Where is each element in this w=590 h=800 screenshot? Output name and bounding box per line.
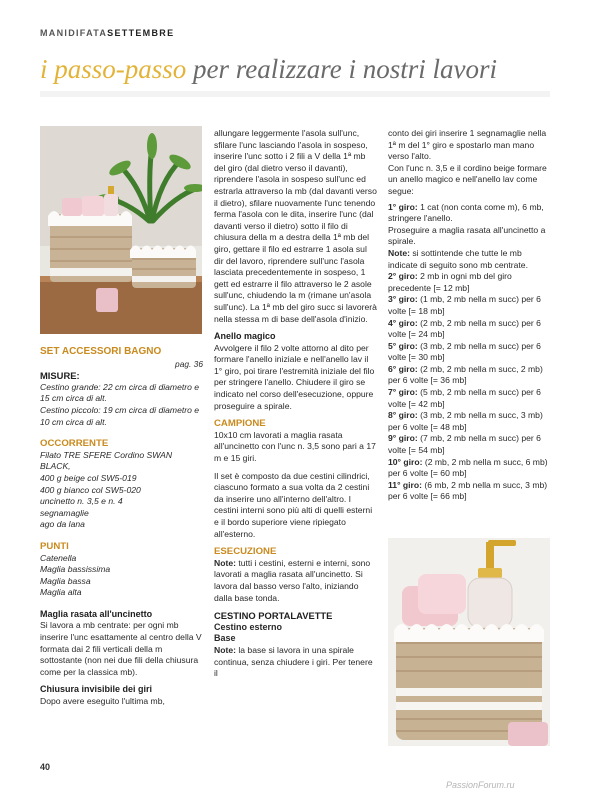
chiusura-continued-text: allungare leggermente l'asola sull'unc, sfilare l'unc lasciando l'asola in sospeso, inserire l'unc sotto i 2 fili a V della 1ª mb del giro (dal dietro verso il davanti), riprendere l'asola in sospeso sull'unc ed estrarla attraverso la mb (dal davanti verso il dietro), sfilare nuovamente l'unc tenendo ferma l'asola con le dita, inserire l'unc (dal davanti verso il dietro) sotto il filo di chiusura della m a destra della 1ª mb del giro, gettare il filo ed estrarre 1 asola sul dir del lavoro, riprendere sull'unc l'asola lasciata precedentemente in sospeso, 1 gett ed estrarre il filo attraverso le 2 asole sull'unc, chiudendo la m (rimane un'asola sull'unc). La 1ª mb del giro succ si lavorerà nella stessa m di base dell'asola d'inizio.: [214, 128, 377, 324]
giro-text: si sottintende che tutte le mb indicate di seguito sono mb centrate.: [388, 247, 528, 270]
giro-row: [388, 457, 550, 480]
giro-label: 5° giro:: [388, 340, 418, 351]
note-text: la base si lavora in una spirale continua, senza chiudere i giri. Per tenere il: [214, 644, 373, 679]
occorrente-line: Filato TRE SFERE Cordino SWAN BLACK,: [40, 449, 173, 472]
giro-row: [388, 341, 550, 364]
base-heading: Base: [214, 633, 236, 644]
rasata-heading: Maglia rasata all'uncinetto: [40, 608, 153, 619]
set-title: SET ACCESSORI BAGNO: [40, 346, 162, 357]
giro-row: [388, 202, 550, 225]
page-title-accent: i passo-passo: [40, 54, 187, 84]
misure-line: 10 cm circa di alt.: [40, 416, 107, 427]
punti-list: [40, 553, 203, 599]
giro-text: (3 mb, 2 mb nella m succ) per 6 volte [= 30 mb]: [388, 340, 541, 363]
baskets-photo-bottom: [388, 538, 550, 746]
giro-text: 2 mb in ogni mb del giro precedente [= 12 mb]: [388, 271, 512, 293]
giro-label: 6° giro:: [388, 363, 418, 374]
portalavette-heading: CESTINO PORTALAVETTE: [214, 610, 333, 622]
giro-label: 10° giro:: [388, 456, 423, 467]
giro-row: [388, 271, 550, 294]
column-2: [214, 128, 377, 680]
watermark: PassionForum.ru: [446, 780, 515, 790]
title-band: [40, 91, 550, 97]
occorrente-heading: OCCORRENTE: [40, 438, 109, 450]
anello-heading: Anello magico: [214, 331, 276, 342]
giro-row: [388, 410, 550, 433]
base-continued-text: conto dei giri inserire 1 segnamaglie nella 1ª m del 1° giro e spostarlo man mano verso l'alto.: [388, 128, 547, 162]
giro-row: [388, 318, 550, 341]
misure-line: 15 cm circa di alt.: [40, 393, 107, 404]
page-title: [40, 54, 560, 85]
giro-label: 8° giro:: [388, 410, 418, 421]
giro-row: [388, 225, 550, 248]
misure-line: Cestino piccolo: 19 cm circa di diametro e: [40, 404, 200, 415]
giro-label: 11° giro:: [388, 479, 423, 490]
giro-text: (2 mb, 2 mb nella m succ, 6 mb) per 6 volte [= 60 mb]: [388, 456, 548, 479]
giro-label: 2° giro:: [388, 271, 418, 282]
esterno-heading: Cestino esterno: [214, 621, 283, 632]
column-3: [388, 128, 550, 503]
page-reference: pag. 36: [175, 358, 203, 369]
punti-heading: PUNTI: [40, 540, 69, 552]
giro-row: [388, 480, 550, 503]
chiusura-heading: Chiusura invisibile dei giri: [40, 684, 153, 695]
giro-text: (2 mb, 2 mb nella m succ, 2 mb) per 6 volte [= 36 mb]: [388, 363, 543, 386]
giro-label: Note:: [388, 247, 410, 258]
punti-line: Catenella: [40, 552, 77, 563]
giro-text: 1 cat (non conta come m), 6 mb, stringere l'anello.: [388, 201, 544, 224]
misure-list: [40, 382, 203, 428]
esecuzione-note: [214, 558, 377, 604]
occorrente-line: ago da lana: [40, 519, 85, 530]
esecuzione-heading: ESECUZIONE: [214, 546, 277, 558]
campione-heading: CAMPIONE: [214, 418, 266, 430]
base-note: [214, 645, 377, 680]
column-1: [40, 346, 203, 708]
baskets-photo-top: [40, 126, 202, 334]
page-title-rest: per realizzare i nostri lavori: [186, 54, 498, 84]
giro-row: [388, 248, 550, 271]
magazine-name: MANIDIFATA: [40, 28, 108, 38]
giro-row: [388, 364, 550, 387]
giro-row: [388, 294, 550, 317]
giro-label: 9° giro:: [388, 433, 418, 444]
punti-line: Maglia bassa: [40, 575, 91, 586]
giro-label: 1° giro:: [388, 201, 418, 212]
rasata-text: Si lavora a mb centrate: per ogni mb inserire l'unc esattamente al centro della V formata dai 2 fili verticali della m sottostante (non nei due fili della chiusura come per la classica mb).: [40, 620, 202, 677]
note-label: Note:: [214, 557, 236, 568]
occorrente-line: segnamaglie: [40, 507, 89, 518]
page-number: 40: [40, 762, 51, 772]
note-label: Note:: [214, 644, 236, 655]
giro-text: (5 mb, 2 mb nella m succ) per 6 volte [= 42 mb]: [388, 387, 541, 409]
giro-label: 4° giro:: [388, 317, 418, 328]
set-description: Il set è composto da due cestini cilindrici, ciascuno formato a sua volta da 2 cestini da inserire uno all'interno dell'altro. I cestini interni sono più alti di quelli esterni e il bordo superiore viene ripiegato all'esterno.: [214, 470, 373, 539]
giro-text: (7 mb, 2 mb nella m succ) per 6 volte [= 54 mb]: [388, 433, 541, 456]
giro-text: (2 mb, 2 mb nella m succ) per 6 volte [= 24 mb]: [388, 317, 541, 340]
occorrente-line: uncinetto n. 3,5 e n. 4: [40, 496, 123, 507]
magazine-header: [40, 28, 174, 38]
occorrente-line: 400 g beige col SW5-019: [40, 472, 137, 483]
occorrente-line: 400 g bianco col SW5-020: [40, 484, 141, 495]
base-start-text: Con l'unc n. 3,5 e il cordino beige formare un anello magico e nell'anello lav come segue:: [388, 162, 547, 196]
giri-list: [388, 202, 550, 503]
giro-text: (3 mb, 2 mb nella m succ, 3 mb) per 6 volte [= 48 mb]: [388, 410, 543, 432]
giro-text: (6 mb, 2 mb nella m succ, 3 mb) per 6 volte [= 66 mb]: [388, 479, 548, 502]
giro-text: Proseguire a maglia rasata all'uncinetto a spirale.: [388, 224, 546, 247]
giro-text: (1 mb, 2 mb nella m succ) per 6 volte [= 18 mb]: [388, 294, 541, 316]
chiusura-text: Dopo avere eseguito l'ultima mb,: [40, 696, 165, 707]
punti-line: Maglia bassissima: [40, 564, 111, 575]
anello-text: Avvolgere il filo 2 volte attorno al dito per formare l'anello iniziale e nell'anello lav il 1° giro, poi tirare l'estremità iniziale del filo per stringere l'anello. Chiudere il giro se indicato nel corso dell'esecuzione, oppure proseguire a spirale.: [214, 342, 375, 411]
giro-row: [388, 387, 550, 410]
occorrente-list: [40, 450, 203, 531]
giro-label: 7° giro:: [388, 387, 418, 398]
campione-text: 10x10 cm lavorati a maglia rasata all'uncinetto con l'unc n. 3,5 sono pari a 17 m e 15 giri.: [214, 429, 376, 464]
misure-line: Cestino grande: 22 cm circa di diametro e: [40, 381, 200, 392]
giro-label: 3° giro:: [388, 294, 418, 305]
misure-heading: MISURE:: [40, 370, 80, 382]
note-text: tutti i cestini, esterni e interni, sono lavorati a maglia rasata all'uncinetto. Si lavora dal basso verso l'alto, iniziando dalla base tonda.: [214, 557, 371, 603]
magazine-month: SETTEMBRE: [107, 28, 175, 38]
punti-line: Maglia alta: [40, 587, 82, 598]
giro-row: [388, 433, 550, 456]
